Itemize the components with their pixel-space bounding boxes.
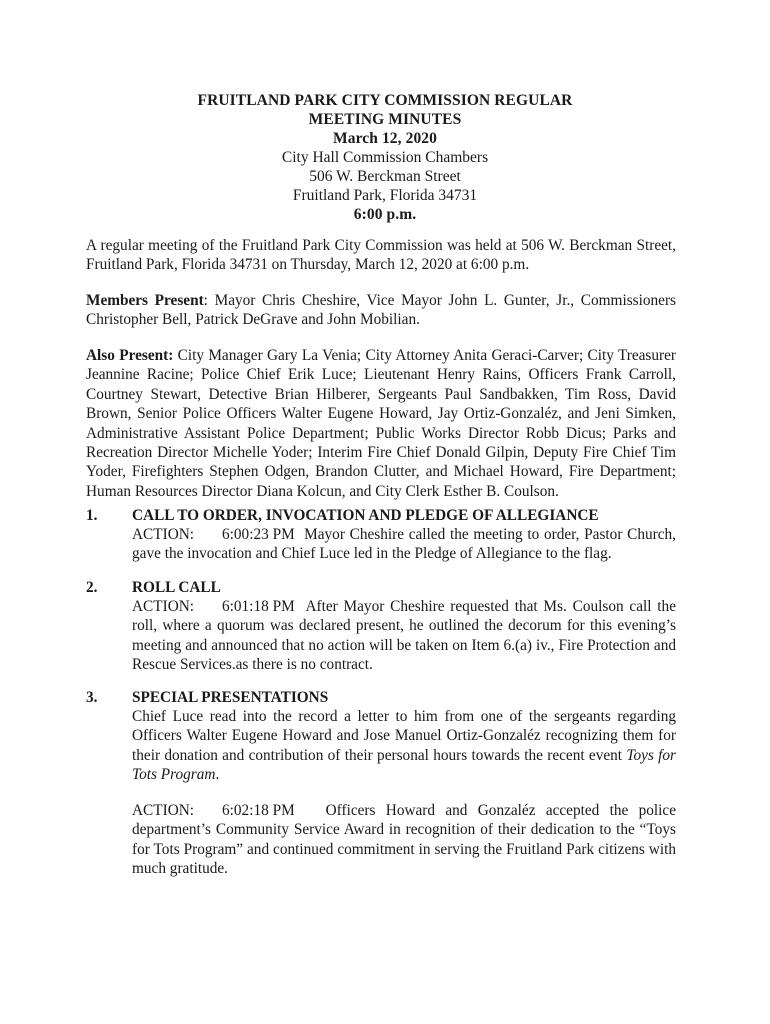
section-2-number: 2. bbox=[86, 579, 98, 596]
action-time: 6:01:18 PM bbox=[222, 598, 295, 615]
section-1-action bbox=[132, 525, 676, 564]
action-label: ACTION: bbox=[132, 526, 195, 543]
action-time: 6:00:23 PM bbox=[222, 526, 295, 543]
section-1-number: 1. bbox=[86, 507, 98, 524]
intro-paragraph: A regular meeting of the Fruitland Park City Commission was held at 506 W. Berckman Street, Fruitland Park, Florida 34731 on Thursday, March 12, 2020 at 6:00 p.m. bbox=[86, 237, 676, 274]
action-text: Mayor Cheshire called the meeting to order, Pastor Church, gave the invocation and Chief Luce led in the Pledge of Allegiance to the flag. bbox=[132, 526, 676, 563]
section-1-title: CALL TO ORDER, INVOCATION AND PLEDGE OF ALLEGIANCE bbox=[132, 507, 599, 524]
members-present-label: Members Present bbox=[86, 292, 204, 309]
members-present-paragraph bbox=[86, 291, 676, 330]
meeting-date: March 12, 2020 bbox=[332, 130, 437, 147]
also-present-paragraph bbox=[86, 346, 676, 501]
meeting-location: City Hall Commission Chambers bbox=[281, 149, 489, 166]
paragraph-text: Chief Luce read into the record a letter to him from one of the sergeants regarding Officers Walter Eugene Howard and Jose Manuel Ortiz-Gonzaléz recognizing them for their donation and contribution of their personal hours towards the recent event bbox=[132, 708, 676, 764]
meeting-city: Fruitland Park, Florida 34731 bbox=[292, 187, 478, 204]
also-present-label: Also Present: bbox=[86, 347, 174, 364]
document-header bbox=[0, 91, 770, 224]
action-time: 6:02:18 PM bbox=[222, 802, 295, 819]
action-label: ACTION: bbox=[132, 598, 195, 615]
section-2-title: ROLL CALL bbox=[132, 579, 221, 596]
meeting-time: 6:00 p.m. bbox=[353, 206, 417, 223]
action-label: ACTION: bbox=[132, 802, 195, 819]
action-text: Officers Howard and Gonzaléz accepted the police department’s Community Service Award in recognition of their dedication to the “Toys for Tots Program” and continued commitment in serving the Fruitland Park citizens with much gratitude. bbox=[132, 802, 676, 878]
paragraph-end: . bbox=[215, 766, 220, 784]
meeting-street: 506 W. Berckman Street bbox=[309, 168, 461, 185]
section-3-title: SPECIAL PRESENTATIONS bbox=[132, 689, 329, 706]
title-line-2: MEETING MINUTES bbox=[308, 111, 462, 128]
section-3-paragraph bbox=[132, 707, 676, 785]
action-text: After Mayor Cheshire requested that Ms. Coulson call the roll, where a quorum was declared present, he outlined the decorum for this evening’s meeting and announced that no action will be taken on Item 6.(a) iv., Fire Protection and Rescue Services.as there is no contract. bbox=[132, 598, 676, 674]
title-line-1: FRUITLAND PARK CITY COMMISSION REGULAR bbox=[197, 92, 573, 109]
also-present-text: City Manager Gary La Venia; City Attorney Anita Geraci-Carver; City Treasurer Jeannine Racine; Police Chief Erik Luce; Lieutenant Henry Rains, Officers Frank Carroll, Courtney Stewart, Detective Brian Hilberer, Sergeants Paul Sandbakken, Tim Ross, David Brown, Senior Police Officers Walter Eugene Howard, Jay Ortiz-Gonzaléz, and Jeni Simken, Administrative Assistant Police Department; Public Works Director Robb Dicus; Parks and Recreation Director Michelle Yoder; Interim Fire Chief Donald Gilpin, Deputy Fire Chief Tim Yoder, Firefighters Stephen Odgen, Brandon Clutter, and Michael Howard, Fire Department; Human Resources Director Diana Kolcun, and City Clerk Esther B. Coulson. bbox=[86, 347, 676, 500]
members-present-text: : Mayor Chris Cheshire, Vice Mayor John L. Gunter, Jr., Commissioners Christopher Bell, Patrick DeGrave and John Mobilian. bbox=[86, 292, 676, 329]
event-name: Toys for Tots Program bbox=[132, 746, 676, 784]
section-3-number: 3. bbox=[86, 689, 98, 706]
section-2-action bbox=[132, 597, 676, 675]
section-3-action bbox=[132, 801, 676, 879]
